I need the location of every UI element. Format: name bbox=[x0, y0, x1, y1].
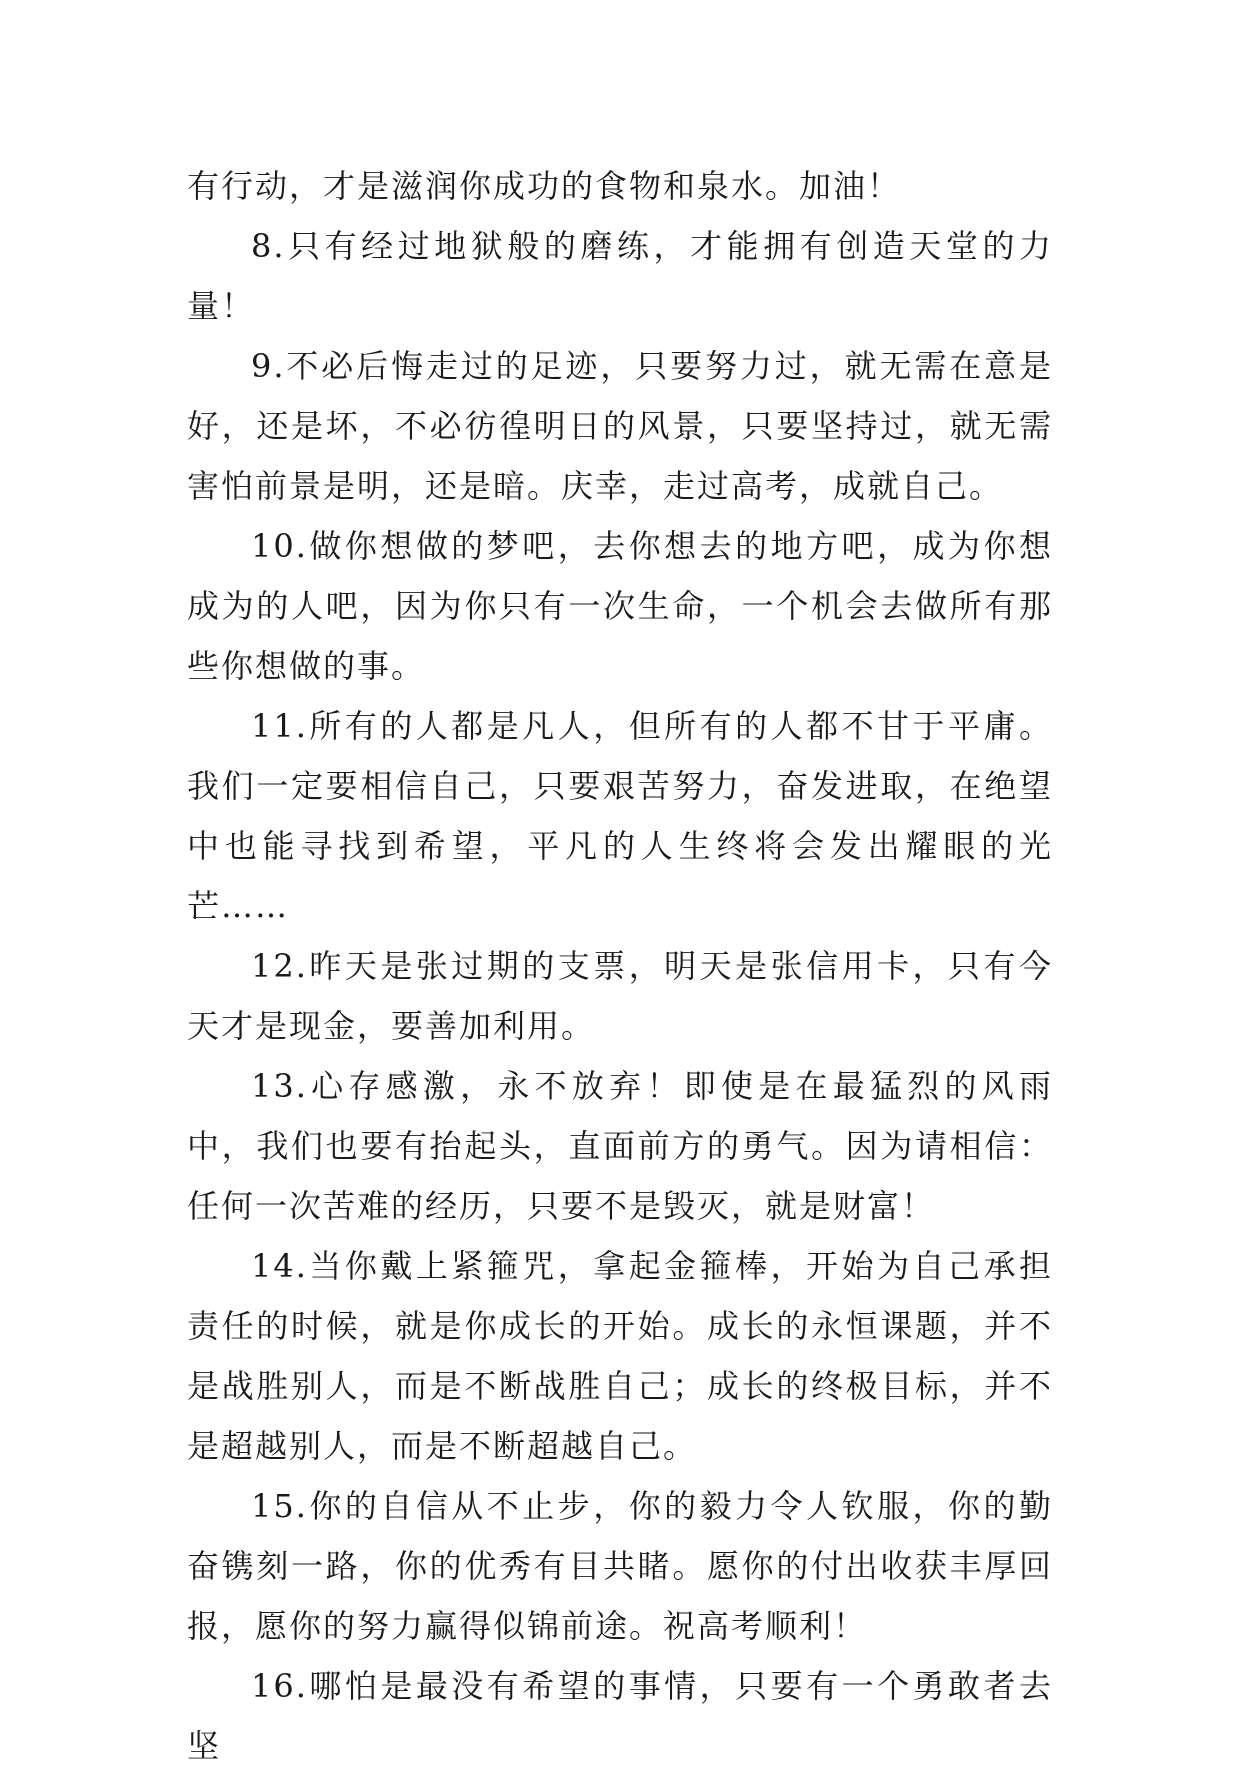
paragraph-item-10: 10.做你想做的梦吧，去你想去的地方吧，成为你想成为的人吧，因为你只有一次生命，一个机会去做所有那些你想做的事。 bbox=[187, 527, 1053, 685]
paragraph-item-14: 14.当你戴上紧箍咒，拿起金箍棒，开始为自己承担责任的时候，就是你成长的开始。成长的永恒课题，并不是战胜别人，而是不断战胜自己；成长的终极目标，并不是超越别人，而是不断超越自己。 bbox=[187, 1247, 1053, 1465]
paragraph-item-12: 12.昨天是张过期的支票，明天是张信用卡，只有今天才是现金，要善加利用。 bbox=[187, 947, 1053, 1045]
paragraph-item-9: 9.不必后悔走过的足迹，只要努力过，就无需在意是好，还是坏，不必彷徨明日的风景，只要坚持过，就无需害怕前景是明，还是暗。庆幸，走过高考，成就自己。 bbox=[187, 347, 1053, 505]
paragraph-continuation: 有行动，才是滋润你成功的食物和泉水。加油！ bbox=[187, 167, 902, 205]
paragraph-item-16: 16.哪怕是最没有希望的事情，只要有一个勇敢者去坚 bbox=[187, 1667, 1053, 1765]
paragraph-item-11: 11.所有的人都是凡人，但所有的人都不甘于平庸。我们一定要相信自己，只要艰苦努力，奋发进取，在绝望中也能寻找到希望，平凡的人生终将会发出耀眼的光芒…… bbox=[187, 707, 1053, 925]
paragraph-item-8: 8.只有经过地狱般的磨练，才能拥有创造天堂的力量！ bbox=[187, 227, 1053, 325]
paragraph-item-15: 15.你的自信从不止步，你的毅力令人钦服，你的勤奋镌刻一路，你的优秀有目共睹。愿你的付出收获丰厚回报，愿你的努力赢得似锦前途。祝高考顺利！ bbox=[187, 1487, 1053, 1645]
document-body bbox=[187, 156, 1053, 1776]
paragraph-item-13: 13.心存感激，永不放弃！即使是在最猛烈的风雨中，我们也要有抬起头，直面前方的勇气。因为请相信：任何一次苦难的经历，只要不是毁灭，就是财富！ bbox=[187, 1067, 1053, 1225]
